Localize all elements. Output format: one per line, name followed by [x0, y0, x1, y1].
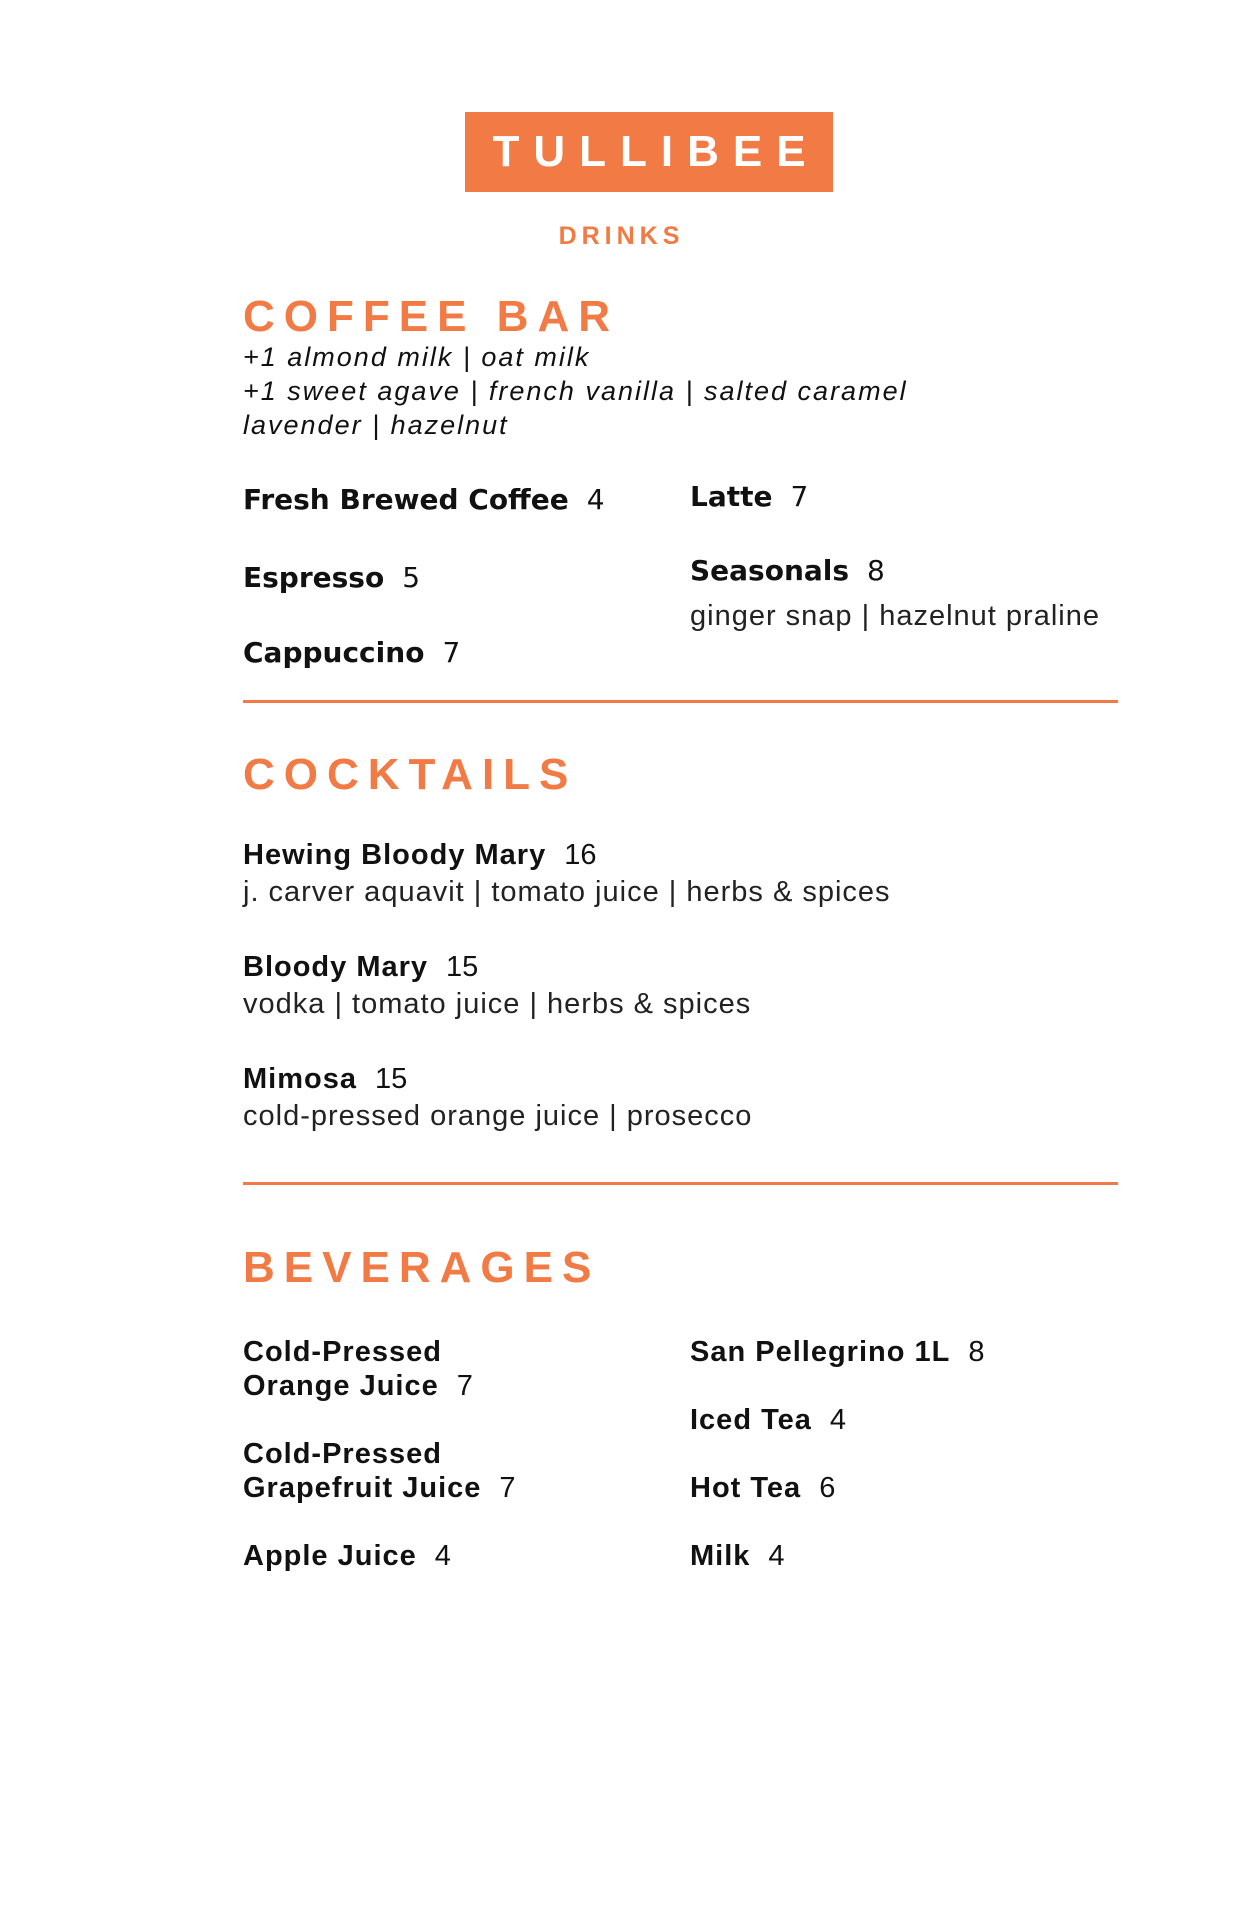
item-name: Grapefruit Juice [243, 1472, 482, 1504]
item-price: 15 [374, 1063, 408, 1095]
coffee-addon-note: lavender | hazelnut [243, 410, 509, 440]
item-name: Hot Tea [690, 1472, 802, 1504]
item-name: Fresh Brewed Coffee [243, 483, 569, 516]
item-description: j. carver aquavit | tomato juice | herbs & spices [243, 876, 891, 908]
menu-item-cold-pressed-orange-juice [243, 1335, 473, 1403]
menu-item-latte [690, 480, 808, 514]
item-price: 4 [768, 1540, 785, 1572]
item-price: 4 [434, 1540, 451, 1572]
item-price: 15 [446, 951, 479, 983]
item-name: Apple Juice [243, 1540, 417, 1572]
brand-logo [465, 112, 833, 192]
section-divider [243, 1182, 1118, 1185]
menu-item-milk [690, 1539, 785, 1573]
item-price: 7 [499, 1472, 516, 1504]
menu-item-apple-juice [243, 1539, 451, 1573]
section-title-beverages: BEVERAGES [243, 1243, 601, 1292]
menu-item-fresh-brewed-coffee [243, 483, 605, 517]
item-price: 16 [564, 839, 597, 871]
menu-item-cappuccino [243, 636, 460, 670]
item-price: 5 [402, 561, 421, 594]
menu-item-espresso [243, 561, 420, 595]
item-name: Milk [690, 1540, 751, 1572]
item-price: 8 [968, 1336, 985, 1368]
menu-item-hot-tea [690, 1471, 835, 1505]
item-price: 6 [819, 1472, 836, 1504]
menu-item-seasonals [690, 554, 885, 588]
menu-item-bloody-mary [243, 950, 478, 984]
item-name: Seasonals [690, 554, 850, 587]
item-description: vodka | tomato juice | herbs & spices [243, 988, 752, 1020]
section-divider [243, 700, 1118, 703]
menu-item-cold-pressed-grapefruit-juice [243, 1437, 516, 1505]
item-price: 4 [829, 1404, 847, 1436]
coffee-addon-note: +1 sweet agave | french vanilla | salted caramel [243, 376, 908, 406]
item-price: 4 [586, 483, 605, 516]
menu-item-iced-tea [690, 1403, 846, 1437]
brand-name: TULLIBEE [492, 127, 820, 176]
item-name: Cold-Pressed [243, 1438, 442, 1470]
item-name: Latte [690, 480, 773, 513]
menu-subtitle: DRINKS [558, 222, 685, 250]
item-name: Hewing Bloody Mary [243, 839, 547, 871]
item-name: Espresso [243, 561, 385, 594]
item-name: Iced Tea [690, 1404, 812, 1436]
menu-item-san-pellegrino [690, 1335, 984, 1369]
section-title-cocktails: COCKTAILS [243, 750, 578, 799]
item-name: Bloody Mary [243, 951, 429, 983]
coffee-addon-note: +1 almond milk | oat milk [243, 342, 591, 372]
item-name: Cappuccino [243, 636, 425, 669]
section-title-coffee-bar: COFFEE BAR [243, 292, 619, 341]
item-description: ginger snap | hazelnut praline [690, 600, 1100, 632]
menu-item-mimosa [243, 1062, 407, 1096]
item-price: 7 [442, 636, 461, 669]
item-name: San Pellegrino 1L [690, 1336, 951, 1368]
menu-item-hewing-bloody-mary [243, 838, 596, 872]
item-name: Orange Juice [243, 1370, 439, 1402]
item-description: cold-pressed orange juice | prosecco [243, 1100, 753, 1132]
item-price: 8 [867, 554, 885, 587]
item-name: Cold-Pressed [243, 1336, 442, 1368]
item-name: Mimosa [243, 1063, 357, 1095]
item-price: 7 [790, 480, 809, 513]
item-price: 7 [456, 1370, 473, 1402]
